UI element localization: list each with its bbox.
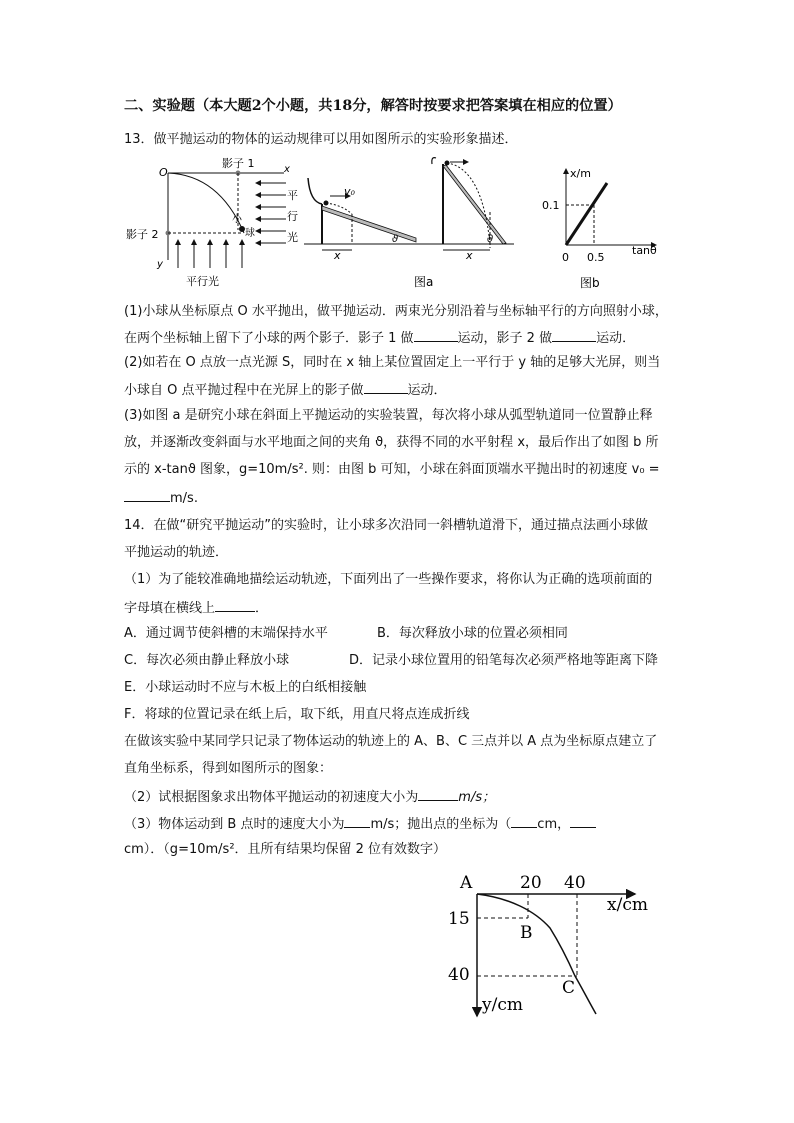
q14-info-b: 直角坐标系，得到如图所示的图象： <box>124 761 333 776</box>
parallel-light-bottom: 平行光 <box>186 275 219 288</box>
arc-track-2 <box>432 158 436 164</box>
q13-part3-a: (3)如图 a 是研究小球在斜面上平抛运动的实验装置，每次将小球从弧型轨道同一位置静止释 <box>124 408 653 423</box>
label-C: C <box>562 978 576 998</box>
figure-a-caption: 图a <box>414 275 434 289</box>
q14-part3 <box>124 815 596 833</box>
y-axis-label: y/cm <box>482 995 523 1015</box>
figure-parallel-light <box>124 150 304 290</box>
section-title: 二、实验题（本大题2个小题，共18分，解答时按要求把答案填在相应的位置） <box>124 98 622 114</box>
y-tick-15: 15 <box>448 909 470 929</box>
answer-blank[interactable] <box>364 381 408 394</box>
incline-2 <box>443 165 506 244</box>
option-a: A．通过调节使斜槽的末端保持水平 <box>124 626 328 641</box>
q13-part1-a: (1)小球从坐标原点 O 水平抛出，做平抛运动．两束光分别沿着与坐标轴平行的方向照射小球， <box>124 304 668 319</box>
q13-part1-b1: 在两个坐标轴上留下了小球的两个影子．影子 1 做 <box>124 331 414 346</box>
q13-part3-b: 放，并逐渐改变斜面与水平地面之间的夹角 ϑ，获得不同的水平射程 x，最后作出了如图 b 所 <box>124 435 659 450</box>
x-axis-label: x/cm <box>607 895 648 915</box>
ball-label-1: 小 <box>232 214 242 225</box>
option-c: C．每次必须由静止释放小球 <box>124 653 290 668</box>
label-A: A <box>460 873 473 893</box>
answer-blank[interactable] <box>414 329 458 342</box>
x-axis-label: x <box>284 164 290 175</box>
q14-part2 <box>124 788 495 806</box>
x-label-1: x <box>334 249 341 262</box>
answer-blank[interactable] <box>215 599 255 612</box>
option-d: D．记录小球位置用的铅笔每次必须严格地等距离下降 <box>349 653 659 668</box>
incline-1 <box>322 206 416 242</box>
answer-blank[interactable] <box>418 788 458 801</box>
q14-part2-unit: m/s； <box>458 790 496 805</box>
answer-blank[interactable] <box>511 815 537 828</box>
answer-blank[interactable] <box>344 815 370 828</box>
q14-part3-text-b: m/s；抛出点的坐标为（ <box>370 817 512 832</box>
q14-stem-b: 平抛运动的轨迹． <box>124 545 229 560</box>
x-tick-0.5: 0.5 <box>587 251 605 264</box>
option-b: B．每次释放小球的位置必须相同 <box>377 626 568 641</box>
figure-b-graph <box>532 165 672 292</box>
q13-part2-a: (2)如若在 O 点放一点光源 S，同时在 x 轴上某位置固定上一平行于 y 轴的足够大光屏，则当 <box>124 355 661 370</box>
q13-part1-b3: 运动． <box>596 331 636 346</box>
q13-part3-d <box>124 489 198 507</box>
q13-part3-unit: m/s. <box>170 491 198 506</box>
q14-info-a: 在做该实验中某同学只记录了物体运动的轨迹上的 A、B、C 三点并以 A 点为坐标原点建立了 <box>124 734 658 749</box>
q13-part3-c: 示的 x-tanϑ 图象，g=10m/s². 则：由图 b 可知，小球在斜面顶端水平抛出时的初速度 v₀ = <box>124 462 660 477</box>
v0-label: v₀ <box>344 185 355 198</box>
y-tick-0.1: 0.1 <box>542 199 560 212</box>
y-axis-label: y <box>157 259 163 270</box>
theta-2: ϑ <box>487 234 494 245</box>
data-line <box>566 183 607 245</box>
x-label: tanθ <box>632 244 657 257</box>
q14-part1-a: （1）为了能较准确地描绘运动轨迹，下面列出了一些操作要求，将你认为正确的选项前面的 <box>124 572 653 587</box>
option-e: E．小球运动时不应与木板上的白纸相接触 <box>124 680 367 695</box>
q13-part2-b1: 小球自 O 点平抛过程中在光屏上的影子做 <box>124 383 364 398</box>
origin-label: O <box>159 166 168 179</box>
q13-part2-b <box>124 381 447 399</box>
answer-blank[interactable] <box>124 489 170 502</box>
q13-part1-b2: 运动，影子 2 做 <box>457 331 553 346</box>
q14-part3-d: cm）．（g=10m/s²．且所有结果均保留 2 位有效数字） <box>124 842 447 857</box>
light-right-3: 光 <box>287 231 298 244</box>
answer-blank[interactable] <box>570 815 596 828</box>
label-B: B <box>520 923 533 943</box>
q14-part2-text: （2）试根据图象求出物体平抛运动的初速度大小为 <box>124 790 419 805</box>
q14-part3-text-c: cm， <box>537 817 571 832</box>
origin-0: 0 <box>562 251 569 264</box>
q13-part1-b <box>124 329 635 347</box>
y-label: x/m <box>570 167 591 180</box>
figure-abc-graph <box>440 866 665 1026</box>
answer-blank[interactable] <box>552 329 596 342</box>
q14-part3-text: （3）物体运动到 B 点时的速度大小为 <box>124 817 345 832</box>
x-tick-40: 40 <box>564 873 586 893</box>
light-right-2: 行 <box>287 210 298 223</box>
shadow1-label: 影子 1 <box>222 157 255 170</box>
option-f: F．将球的位置记录在纸上后，取下纸，用直尺将点连成折线 <box>124 707 470 722</box>
q13-part2-b2: 运动． <box>407 383 447 398</box>
ball-label-2: 球 <box>245 228 255 239</box>
shadow2-label: 影子 2 <box>126 228 159 241</box>
y-tick-40: 40 <box>448 965 470 985</box>
q14-part1-b-text: 字母填在横线上 <box>124 601 216 616</box>
x-tick-20: 20 <box>520 873 542 893</box>
figure-a-incline <box>304 152 528 292</box>
q14-stem-a: 14．在做“研究平抛运动”的实验时，让小球多次沿同一斜槽轨道滑下，通过描点法画小球做 <box>124 518 649 533</box>
figure-b-caption: 图b <box>580 276 600 290</box>
theta-1: ϑ <box>392 234 399 245</box>
light-right-1: 平 <box>287 189 298 202</box>
q13-stem: 13．做平抛运动的物体的运动规律可以用如图所示的实验形象描述． <box>124 132 518 147</box>
q14-part1-b: 字母填在横线上 ． <box>124 601 269 616</box>
x-label-2: x <box>466 249 473 262</box>
arc-track-1 <box>308 178 322 204</box>
